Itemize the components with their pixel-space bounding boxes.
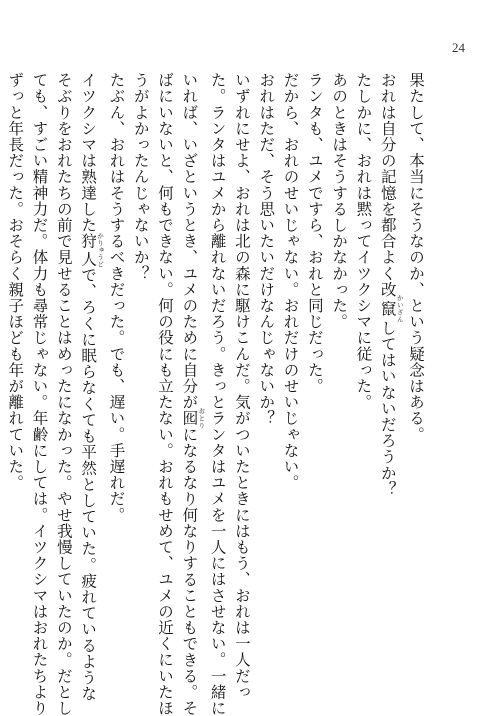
ruby-base: 狩人 xyxy=(79,232,98,268)
text-line: ランタも、ユメですら、おれと同じだった。 xyxy=(305,72,324,394)
ruby-base: 竄 xyxy=(378,294,397,323)
text-line: いずれにせよ、おれは北の森に駆けこんだ。気がついたときにはもう、おれは一人だっ xyxy=(232,72,251,700)
text-line-with-ruby: おれは自分の記憶を都合よく改竄 かいざんしてはいないだろうか？ xyxy=(378,72,404,497)
page-number: 24 xyxy=(452,40,465,55)
text-line: たぶん、おれはそうするべきだった。でも、遅い。手遅れだ。 xyxy=(107,72,126,523)
ruby-karyuudo xyxy=(79,232,105,268)
text-line: たしかに、おれは黙ってイツクシマに従った。 xyxy=(354,72,373,411)
text-line: ばにいないと、何もできない。何の役にも立たない。おれもせめて、ユメの近くにいたほ xyxy=(156,72,175,716)
text-line: ても、すごい精神力だ。体力も尋常じゃない。年齢にしては。イツクシマはおれたちより xyxy=(30,72,49,716)
ruby-kaizan xyxy=(378,294,404,323)
ruby-otori xyxy=(180,407,206,429)
ruby-base: 囮 xyxy=(180,407,199,429)
text-line-with-ruby: イツクシマは熟達した狩人 かりゅうどで、ろくに眠らなくても平然としていた。疲れているような xyxy=(79,72,105,702)
text-line-with-ruby: いれば、いざというとき、ユメのために自分が囮 おとりになるなり何なりすることもできる。そ xyxy=(180,72,206,716)
text-line: だから、おれのせいじゃない。おれだけのせいじゃない。 xyxy=(281,72,300,491)
text-line: ずっと年長だった。おそらく親子ほども年が離れていた。 xyxy=(6,72,25,491)
ruby-reading: おとり xyxy=(197,407,206,429)
text-line: あのときはそうするしかなかった。 xyxy=(330,72,349,330)
vertical-body-text xyxy=(6,72,428,716)
text-line: おれはただ、そう思いたいだけなんじゃないか？ xyxy=(257,72,276,427)
text-line: そぶりをおれたちの前で見せることはめったになかった。やせ我慢していたのか。だとし xyxy=(54,72,73,716)
ruby-reading: かいざん xyxy=(395,294,404,323)
text-line: た。ランタはユメから離れないだろう。きっとランタはユメを一人にはさせない。一緒に xyxy=(208,72,227,716)
text-line: うがよかったんじゃないか？ xyxy=(131,72,150,282)
ruby-reading: かりゅうど xyxy=(96,232,105,268)
text-line: 果たして、本当にそうなのか、という疑念はある。 xyxy=(407,72,425,443)
